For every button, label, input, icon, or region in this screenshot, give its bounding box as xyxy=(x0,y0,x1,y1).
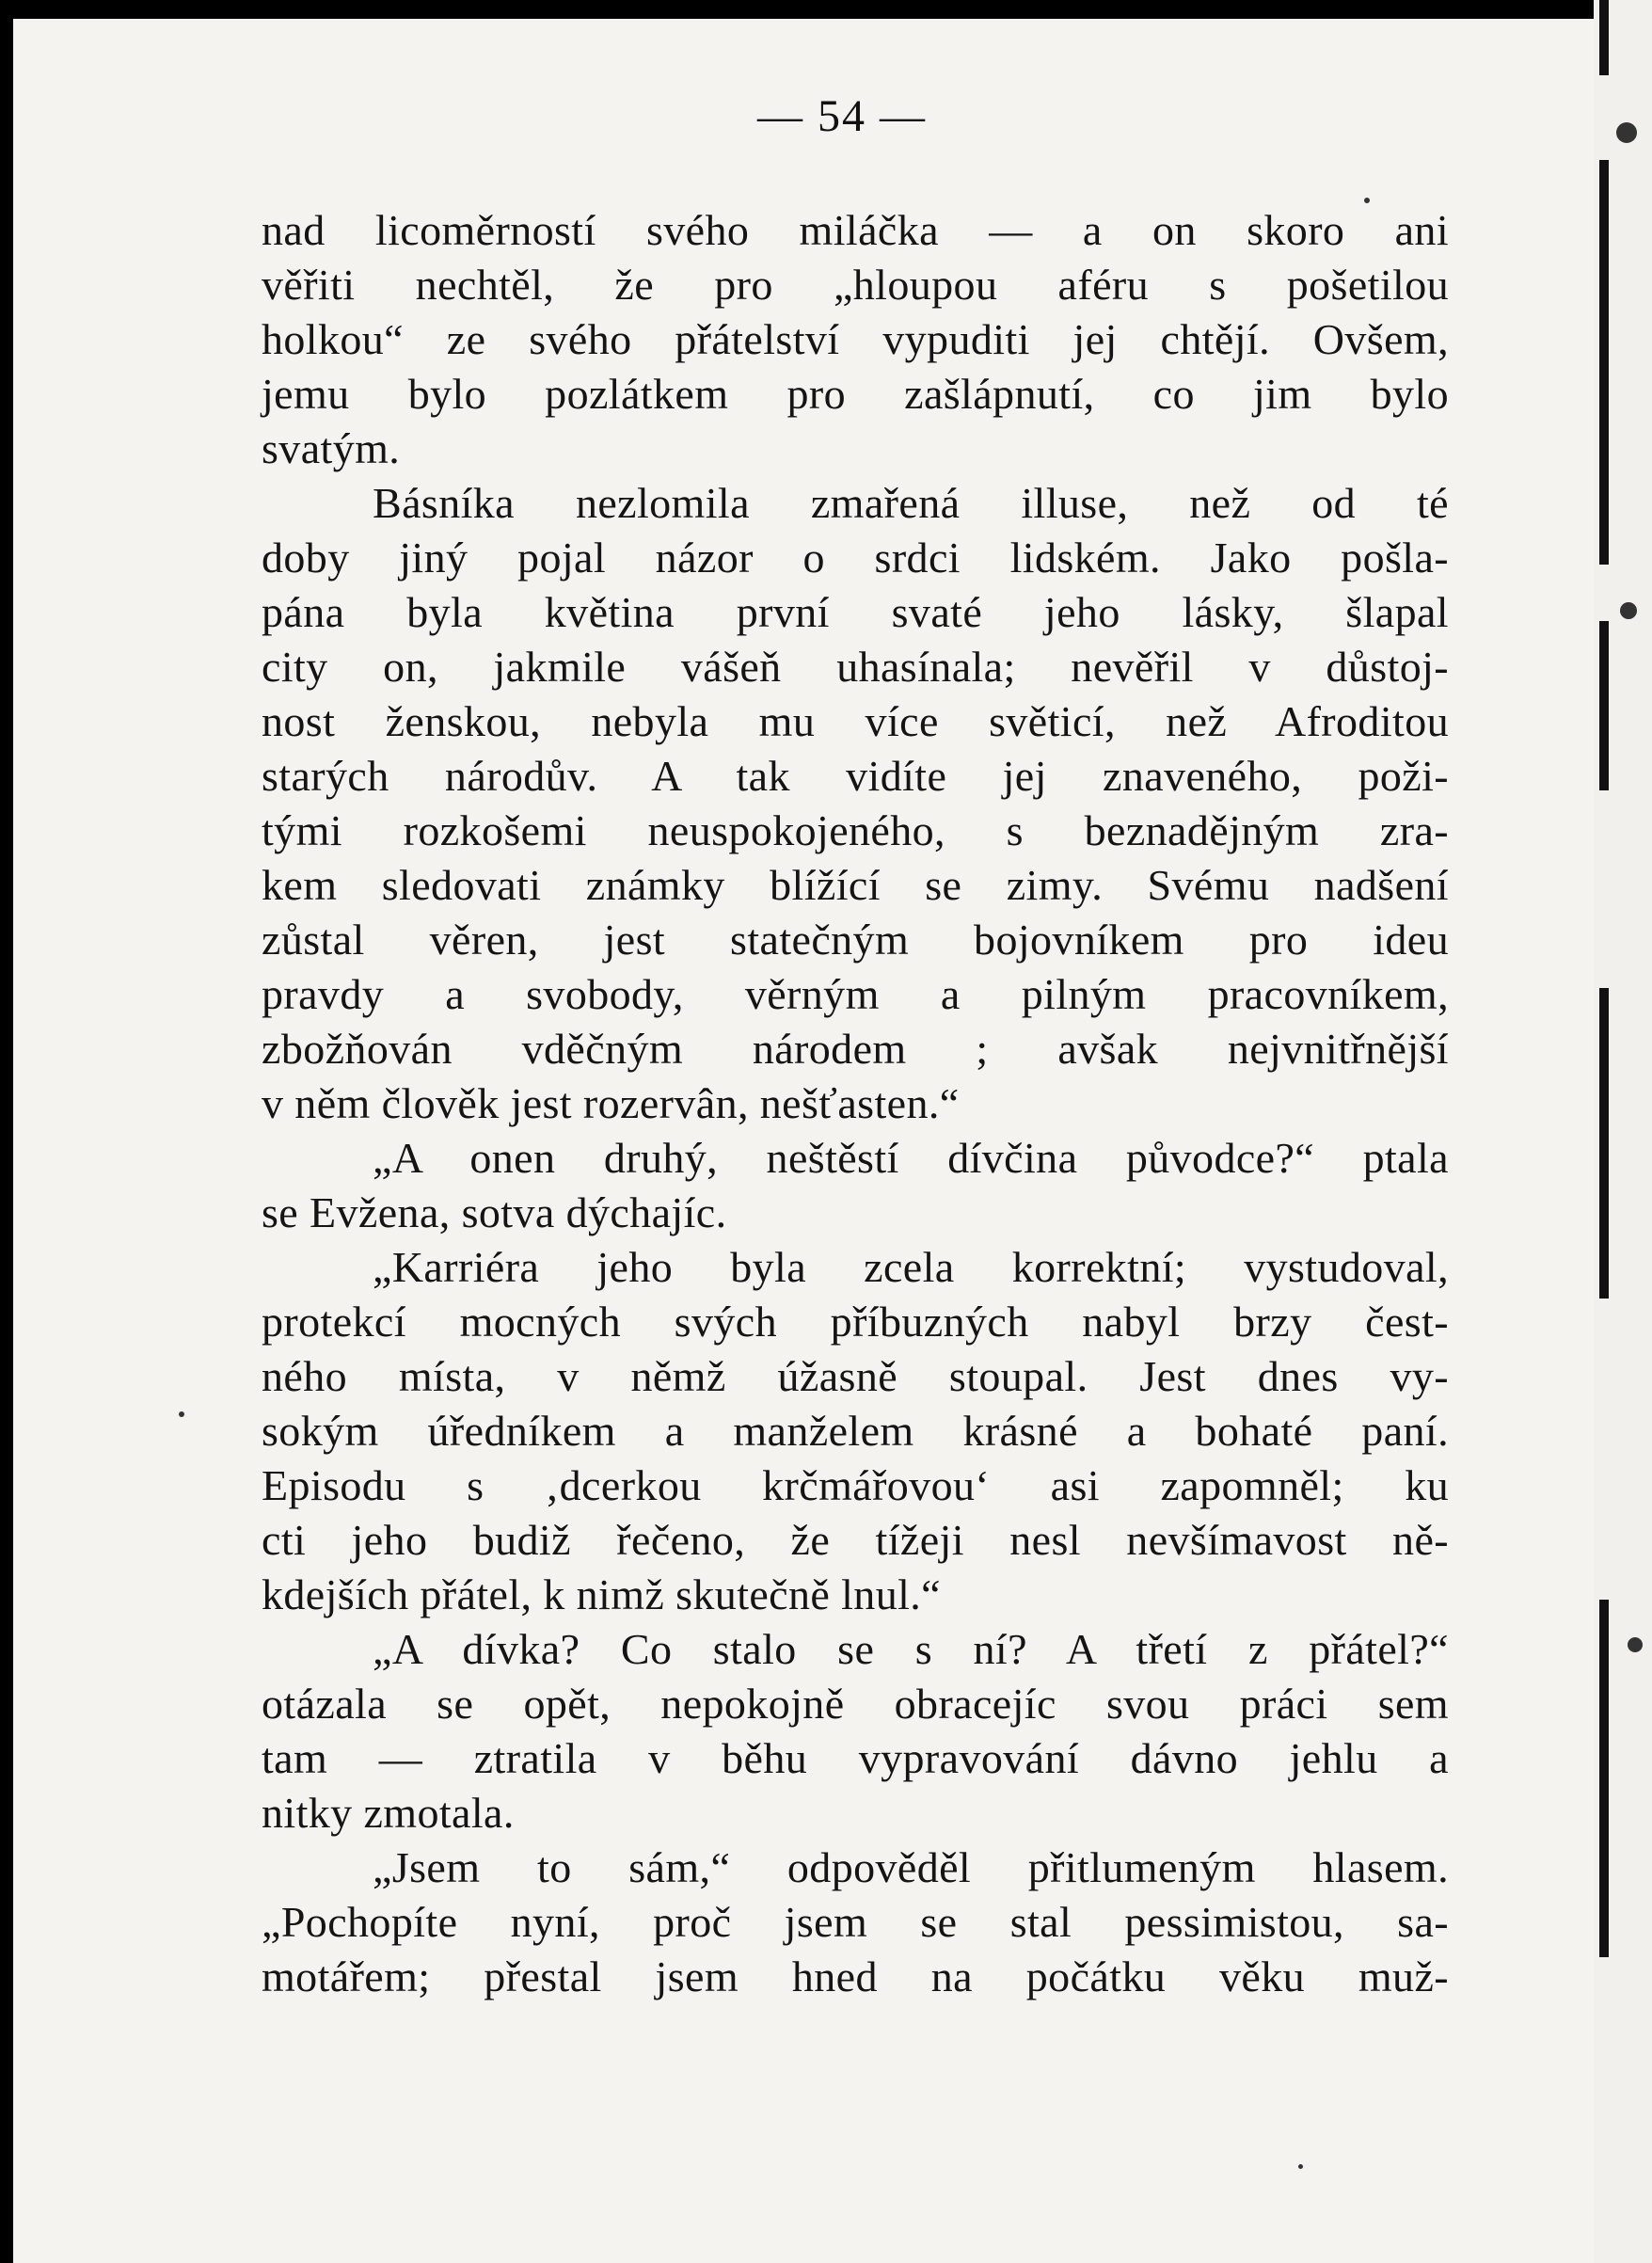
binding-edge-line xyxy=(1599,160,1609,565)
ink-speck xyxy=(1620,602,1637,619)
text-line: jemu bylo pozlátkem pro zašlápnutí, co jim bylo xyxy=(262,370,1449,418)
text-line: „A dívka? Co stalo se s ní? A třetí z přátel?“ xyxy=(373,1625,1449,1673)
text-line: kem sledovati známky blížící se zimy. Svému nadšení xyxy=(262,861,1449,909)
ink-speck xyxy=(1298,2164,1303,2169)
text-line: „Pochopíte nyní, proč jsem se stal pessimistou, sa- xyxy=(262,1898,1449,1946)
binding-edge-line xyxy=(1599,988,1609,1299)
text-line: se Evžena, sotva dýchajíc. xyxy=(262,1188,727,1236)
text-line: otázala se opět, nepokojně obracejíc svou práci sem xyxy=(262,1680,1449,1728)
text-line: „Karriéra jeho byla zcela korrektní; vystudoval, xyxy=(373,1243,1449,1291)
text-line: protekcí mocných svých příbuzných nabyl brzy čest- xyxy=(262,1298,1449,1346)
text-line: pravdy a svobody, věrným a pilným pracovníkem, xyxy=(262,970,1449,1018)
text-line: Básníka nezlomila zmařená illuse, než od té xyxy=(373,479,1449,527)
binding-edge-line xyxy=(1599,621,1609,790)
ink-speck xyxy=(1628,1637,1643,1652)
text-line: v něm člověk jest rozervân, nešťasten.“ xyxy=(262,1079,960,1127)
text-line: zůstal věren, jest statečným bojovníkem pro ideu xyxy=(262,916,1449,964)
body-text xyxy=(262,203,1449,2004)
text-line: „A onen druhý, neštěstí dívčina původce?“ ptala xyxy=(373,1134,1449,1182)
binding-edge-line xyxy=(1599,1600,1609,1957)
text-line: kdejších přátel, k nimž skutečně lnul.“ xyxy=(262,1570,941,1618)
text-line: holkou“ ze svého přátelství vypuditi jej chtějí. Ovšem, xyxy=(262,315,1449,363)
text-line: nitky zmotala. xyxy=(262,1789,515,1837)
text-line: svatým. xyxy=(262,424,401,472)
text-line: zbožňován vděčným národem ; avšak nejvnitřnější xyxy=(262,1025,1449,1073)
binding-edge-line xyxy=(1599,0,1609,75)
ink-speck xyxy=(179,1411,184,1417)
text-line: doby jiný pojal názor o srdci lidském. Jako pošla- xyxy=(262,534,1449,582)
text-line: sokým úředníkem a manželem krásné a bohaté paní. xyxy=(262,1407,1449,1455)
text-line: Episodu s ‚dcerkou krčmářovou‘ asi zapomněl; ku xyxy=(262,1461,1449,1509)
text-line: motářem; přestal jsem hned na počátku věku muž- xyxy=(262,1952,1449,2000)
text-line: pána byla květina první svaté jeho lásky, šlapal xyxy=(262,588,1449,636)
text-line: ného místa, v němž úžasně stoupal. Jest dnes vy- xyxy=(262,1352,1449,1400)
page-number: — 54 — xyxy=(757,91,927,141)
text-line: tam — ztratila v běhu vypravování dávno jehlu a xyxy=(262,1734,1449,1782)
text-line: věřiti nechtěl, že pro „hloupou aféru s pošetilou xyxy=(262,261,1449,309)
text-line: tými rozkošemi neuspokojeného, s beznadějným zra- xyxy=(262,806,1449,854)
text-line: nad licoměrností svého miláčka — a on skoro ani xyxy=(262,206,1449,254)
text-line: cti jeho budiž řečeno, že tížeji nesl nevšímavost ně- xyxy=(262,1516,1449,1564)
text-line: city on, jakmile vášeň uhasínala; nevěřil v důstoj- xyxy=(262,643,1449,691)
text-line: „Jsem to sám,“ odpověděl přitlumeným hlasem. xyxy=(373,1843,1449,1891)
text-line: starých národův. A tak vidíte jej znaveného, poži- xyxy=(262,752,1449,800)
text-line: nost ženskou, nebyla mu více světicí, než Afroditou xyxy=(262,697,1449,745)
